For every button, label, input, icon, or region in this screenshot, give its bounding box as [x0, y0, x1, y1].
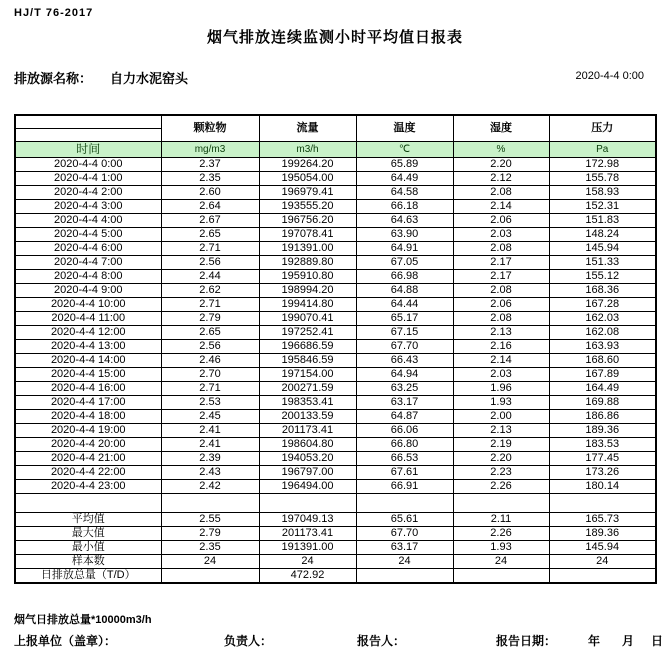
spacer-cell: [161, 494, 259, 513]
value-cell: 177.45: [549, 452, 656, 466]
value-cell: 194053.20: [259, 452, 356, 466]
value-cell: 163.93: [549, 340, 656, 354]
value-cell: 2.14: [453, 354, 549, 368]
value-cell: 2.13: [453, 424, 549, 438]
value-cell: 2.17: [453, 256, 549, 270]
value-cell: 155.12: [549, 270, 656, 284]
column-header-pressure: 压力: [549, 115, 656, 142]
table-row: [15, 382, 656, 396]
value-cell: 1.93: [453, 396, 549, 410]
report-datetime: 2020-4-4 0:00: [575, 70, 644, 82]
value-cell: 2.03: [453, 368, 549, 382]
value-cell: 2.08: [453, 186, 549, 200]
value-cell: 64.44: [356, 298, 453, 312]
value-cell: 2.64: [161, 200, 259, 214]
time-cell: 2020-4-4 19:00: [15, 424, 161, 438]
value-cell: 65.17: [356, 312, 453, 326]
value-cell: 65.89: [356, 158, 453, 172]
time-cell: 2020-4-4 16:00: [15, 382, 161, 396]
table-row: [15, 466, 656, 480]
value-cell: 64.63: [356, 214, 453, 228]
value-cell: 2.65: [161, 326, 259, 340]
value-cell: 2.08: [453, 284, 549, 298]
table-row: [15, 368, 656, 382]
time-cell: 2020-4-4 5:00: [15, 228, 161, 242]
summary-row: [15, 569, 656, 584]
value-cell: 67.70: [356, 340, 453, 354]
summary-value-cell: 24: [161, 555, 259, 569]
summary-row: [15, 513, 656, 527]
summary-row: [15, 541, 656, 555]
table-header-body: [15, 115, 656, 158]
table-row: [15, 480, 656, 494]
summary-value-cell: [453, 569, 549, 584]
time-cell: 2020-4-4 2:00: [15, 186, 161, 200]
reporter-label: 报告人：: [357, 634, 406, 648]
value-cell: 2.41: [161, 424, 259, 438]
table-row: [15, 200, 656, 214]
value-cell: 2.08: [453, 242, 549, 256]
value-cell: 2.37: [161, 158, 259, 172]
summary-value-cell: 2.11: [453, 513, 549, 527]
summary-label-cell: 日排放总量（T/D）: [15, 569, 161, 584]
time-cell: 2020-4-4 6:00: [15, 242, 161, 256]
unit-temperature: ℃: [356, 142, 453, 158]
time-cell: 2020-4-4 20:00: [15, 438, 161, 452]
value-cell: 2.46: [161, 354, 259, 368]
value-cell: 2.45: [161, 410, 259, 424]
value-cell: 164.49: [549, 382, 656, 396]
monitoring-table: [14, 114, 657, 584]
value-cell: 64.91: [356, 242, 453, 256]
value-cell: 198994.20: [259, 284, 356, 298]
summary-value-cell: 1.93: [453, 541, 549, 555]
summary-value-cell: 63.17: [356, 541, 453, 555]
table-row: [15, 424, 656, 438]
summary-value-cell: 2.79: [161, 527, 259, 541]
value-cell: 1.96: [453, 382, 549, 396]
summary-value-cell: 197049.13: [259, 513, 356, 527]
value-cell: 2.17: [453, 270, 549, 284]
time-cell: 2020-4-4 9:00: [15, 284, 161, 298]
value-cell: 2.13: [453, 326, 549, 340]
table-row: [15, 410, 656, 424]
header-empty-cell: [15, 129, 161, 142]
summary-row: [15, 527, 656, 541]
column-header-humidity: 湿度: [453, 115, 549, 142]
value-cell: 152.31: [549, 200, 656, 214]
value-cell: 2.26: [453, 480, 549, 494]
value-cell: 66.91: [356, 480, 453, 494]
summary-value-cell: [549, 569, 656, 584]
spacer-cell: [259, 494, 356, 513]
time-cell: 2020-4-4 7:00: [15, 256, 161, 270]
value-cell: 167.89: [549, 368, 656, 382]
time-cell: 2020-4-4 4:00: [15, 214, 161, 228]
value-cell: 66.06: [356, 424, 453, 438]
summary-label-cell: 样本数: [15, 555, 161, 569]
value-cell: 63.90: [356, 228, 453, 242]
value-cell: 2.53: [161, 396, 259, 410]
value-cell: 2.20: [453, 158, 549, 172]
year-label: 年: [588, 634, 601, 648]
value-cell: 173.26: [549, 466, 656, 480]
value-cell: 197252.41: [259, 326, 356, 340]
value-cell: 67.05: [356, 256, 453, 270]
value-cell: 67.61: [356, 466, 453, 480]
value-cell: 2.62: [161, 284, 259, 298]
value-cell: 2.08: [453, 312, 549, 326]
unit-row: [15, 142, 656, 158]
table-row: [15, 172, 656, 186]
time-cell: 2020-4-4 18:00: [15, 410, 161, 424]
value-cell: 189.36: [549, 424, 656, 438]
value-cell: 199414.80: [259, 298, 356, 312]
value-cell: 193555.20: [259, 200, 356, 214]
time-cell: 2020-4-4 13:00: [15, 340, 161, 354]
value-cell: 168.60: [549, 354, 656, 368]
time-cell: 2020-4-4 17:00: [15, 396, 161, 410]
value-cell: 198604.80: [259, 438, 356, 452]
column-header-particulate: 颗粒物: [161, 115, 259, 142]
value-cell: 2.71: [161, 382, 259, 396]
summary-value-cell: 2.26: [453, 527, 549, 541]
value-cell: 155.78: [549, 172, 656, 186]
table-row: [15, 270, 656, 284]
responsible-person-label: 负责人：: [224, 634, 273, 648]
table-row: [15, 256, 656, 270]
table-row: [15, 452, 656, 466]
spacer-body: [15, 494, 656, 513]
value-cell: 64.94: [356, 368, 453, 382]
summary-value-cell: 24: [356, 555, 453, 569]
value-cell: 168.36: [549, 284, 656, 298]
table-row: [15, 312, 656, 326]
value-cell: 191391.00: [259, 242, 356, 256]
spacer-cell: [15, 494, 161, 513]
value-cell: 2.56: [161, 340, 259, 354]
summary-value-cell: 191391.00: [259, 541, 356, 555]
summary-value-cell: 201173.41: [259, 527, 356, 541]
value-cell: 198353.41: [259, 396, 356, 410]
summary-rows: [15, 513, 656, 584]
time-cell: 2020-4-4 12:00: [15, 326, 161, 340]
value-cell: 66.18: [356, 200, 453, 214]
summary-value-cell: [161, 569, 259, 584]
value-cell: 2.19: [453, 438, 549, 452]
table-row: [15, 340, 656, 354]
header-empty-cell: [15, 115, 161, 129]
unit-flow: m3/h: [259, 142, 356, 158]
table-row: [15, 214, 656, 228]
time-cell: 2020-4-4 3:00: [15, 200, 161, 214]
table-row: [15, 284, 656, 298]
table-row: [15, 298, 656, 312]
value-cell: 145.94: [549, 242, 656, 256]
value-cell: 196797.00: [259, 466, 356, 480]
value-cell: 197154.00: [259, 368, 356, 382]
summary-row: [15, 555, 656, 569]
summary-value-cell: 65.61: [356, 513, 453, 527]
time-cell: 2020-4-4 23:00: [15, 480, 161, 494]
value-cell: 2.16: [453, 340, 549, 354]
spacer-row: [15, 494, 656, 513]
value-cell: 66.98: [356, 270, 453, 284]
value-cell: 199070.41: [259, 312, 356, 326]
value-cell: 2.03: [453, 228, 549, 242]
value-cell: 151.83: [549, 214, 656, 228]
column-header-temperature: 温度: [356, 115, 453, 142]
table-row: [15, 242, 656, 256]
value-cell: 196494.00: [259, 480, 356, 494]
emission-source-label: 排放源名称：: [14, 71, 93, 86]
value-cell: 64.58: [356, 186, 453, 200]
signature-line: [0, 632, 670, 650]
unit-pressure: Pa: [549, 142, 656, 158]
table-row: [15, 438, 656, 452]
value-cell: 64.87: [356, 410, 453, 424]
time-cell: 2020-4-4 1:00: [15, 172, 161, 186]
value-cell: 2.43: [161, 466, 259, 480]
value-cell: 2.65: [161, 228, 259, 242]
value-cell: 196686.59: [259, 340, 356, 354]
unit-humidity: %: [453, 142, 549, 158]
value-cell: 64.88: [356, 284, 453, 298]
summary-label-cell: 最小值: [15, 541, 161, 555]
summary-value-cell: 24: [259, 555, 356, 569]
value-cell: 169.88: [549, 396, 656, 410]
time-cell: 2020-4-4 11:00: [15, 312, 161, 326]
spacer-cell: [453, 494, 549, 513]
time-cell: 2020-4-4 21:00: [15, 452, 161, 466]
value-cell: 2.35: [161, 172, 259, 186]
time-cell: 2020-4-4 22:00: [15, 466, 161, 480]
value-cell: 67.15: [356, 326, 453, 340]
summary-value-cell: 2.35: [161, 541, 259, 555]
value-cell: 2.06: [453, 214, 549, 228]
value-cell: 151.33: [549, 256, 656, 270]
value-cell: 2.14: [453, 200, 549, 214]
value-cell: 2.70: [161, 368, 259, 382]
header-row-top: [15, 115, 656, 129]
value-cell: 66.43: [356, 354, 453, 368]
value-cell: 195910.80: [259, 270, 356, 284]
time-cell: 2020-4-4 10:00: [15, 298, 161, 312]
data-rows: [15, 158, 656, 494]
value-cell: 192889.80: [259, 256, 356, 270]
summary-label-cell: 平均值: [15, 513, 161, 527]
value-cell: 148.24: [549, 228, 656, 242]
value-cell: 2.23: [453, 466, 549, 480]
table-row: [15, 158, 656, 172]
spacer-cell: [356, 494, 453, 513]
summary-value-cell: 67.70: [356, 527, 453, 541]
value-cell: 2.12: [453, 172, 549, 186]
table-row: [15, 354, 656, 368]
summary-value-cell: 189.36: [549, 527, 656, 541]
value-cell: 158.93: [549, 186, 656, 200]
time-cell: 2020-4-4 8:00: [15, 270, 161, 284]
value-cell: 172.98: [549, 158, 656, 172]
total-emission-note: 烟气日排放总量*10000m3/h: [14, 614, 152, 626]
value-cell: 2.79: [161, 312, 259, 326]
unit-particulate: mg/m3: [161, 142, 259, 158]
emission-source-line: [14, 68, 188, 87]
summary-value-cell: 24: [453, 555, 549, 569]
value-cell: 2.39: [161, 452, 259, 466]
value-cell: 63.25: [356, 382, 453, 396]
value-cell: 2.41: [161, 438, 259, 452]
table-row: [15, 186, 656, 200]
value-cell: 180.14: [549, 480, 656, 494]
value-cell: 2.20: [453, 452, 549, 466]
standard-number: HJ/T 76-2017: [14, 7, 94, 19]
table-row: [15, 228, 656, 242]
value-cell: 196979.41: [259, 186, 356, 200]
value-cell: 2.67: [161, 214, 259, 228]
value-cell: 66.80: [356, 438, 453, 452]
value-cell: 200133.59: [259, 410, 356, 424]
value-cell: 2.71: [161, 298, 259, 312]
value-cell: 162.03: [549, 312, 656, 326]
summary-value-cell: 24: [549, 555, 656, 569]
value-cell: 2.71: [161, 242, 259, 256]
value-cell: 66.53: [356, 452, 453, 466]
value-cell: 186.86: [549, 410, 656, 424]
value-cell: 195846.59: [259, 354, 356, 368]
value-cell: 64.49: [356, 172, 453, 186]
value-cell: 183.53: [549, 438, 656, 452]
time-column-header: 时间: [15, 142, 161, 158]
summary-value-cell: [356, 569, 453, 584]
value-cell: 167.28: [549, 298, 656, 312]
page-title: 烟气排放连续监测小时平均值日报表: [206, 29, 463, 46]
report-date-label: 报告日期：: [496, 634, 557, 648]
day-label: 日: [651, 634, 664, 648]
report-unit-label: 上报单位（盖章）：: [14, 634, 117, 648]
column-header-flow: 流量: [259, 115, 356, 142]
time-cell: 2020-4-4 0:00: [15, 158, 161, 172]
value-cell: 2.56: [161, 256, 259, 270]
summary-value-cell: 165.73: [549, 513, 656, 527]
value-cell: 63.17: [356, 396, 453, 410]
value-cell: 2.60: [161, 186, 259, 200]
value-cell: 2.06: [453, 298, 549, 312]
time-cell: 2020-4-4 15:00: [15, 368, 161, 382]
summary-value-cell: 472.92: [259, 569, 356, 584]
value-cell: 162.08: [549, 326, 656, 340]
month-label: 月: [622, 634, 635, 648]
summary-value-cell: 145.94: [549, 541, 656, 555]
value-cell: 2.00: [453, 410, 549, 424]
value-cell: 200271.59: [259, 382, 356, 396]
value-cell: 2.42: [161, 480, 259, 494]
value-cell: 201173.41: [259, 424, 356, 438]
value-cell: 195054.00: [259, 172, 356, 186]
spacer-cell: [549, 494, 656, 513]
value-cell: 197078.41: [259, 228, 356, 242]
value-cell: 199264.20: [259, 158, 356, 172]
summary-label-cell: 最大值: [15, 527, 161, 541]
time-cell: 2020-4-4 14:00: [15, 354, 161, 368]
value-cell: 196756.20: [259, 214, 356, 228]
summary-value-cell: 2.55: [161, 513, 259, 527]
value-cell: 2.44: [161, 270, 259, 284]
table-row: [15, 396, 656, 410]
emission-source-name: 自力水泥窑头: [110, 71, 189, 86]
table-row: [15, 326, 656, 340]
